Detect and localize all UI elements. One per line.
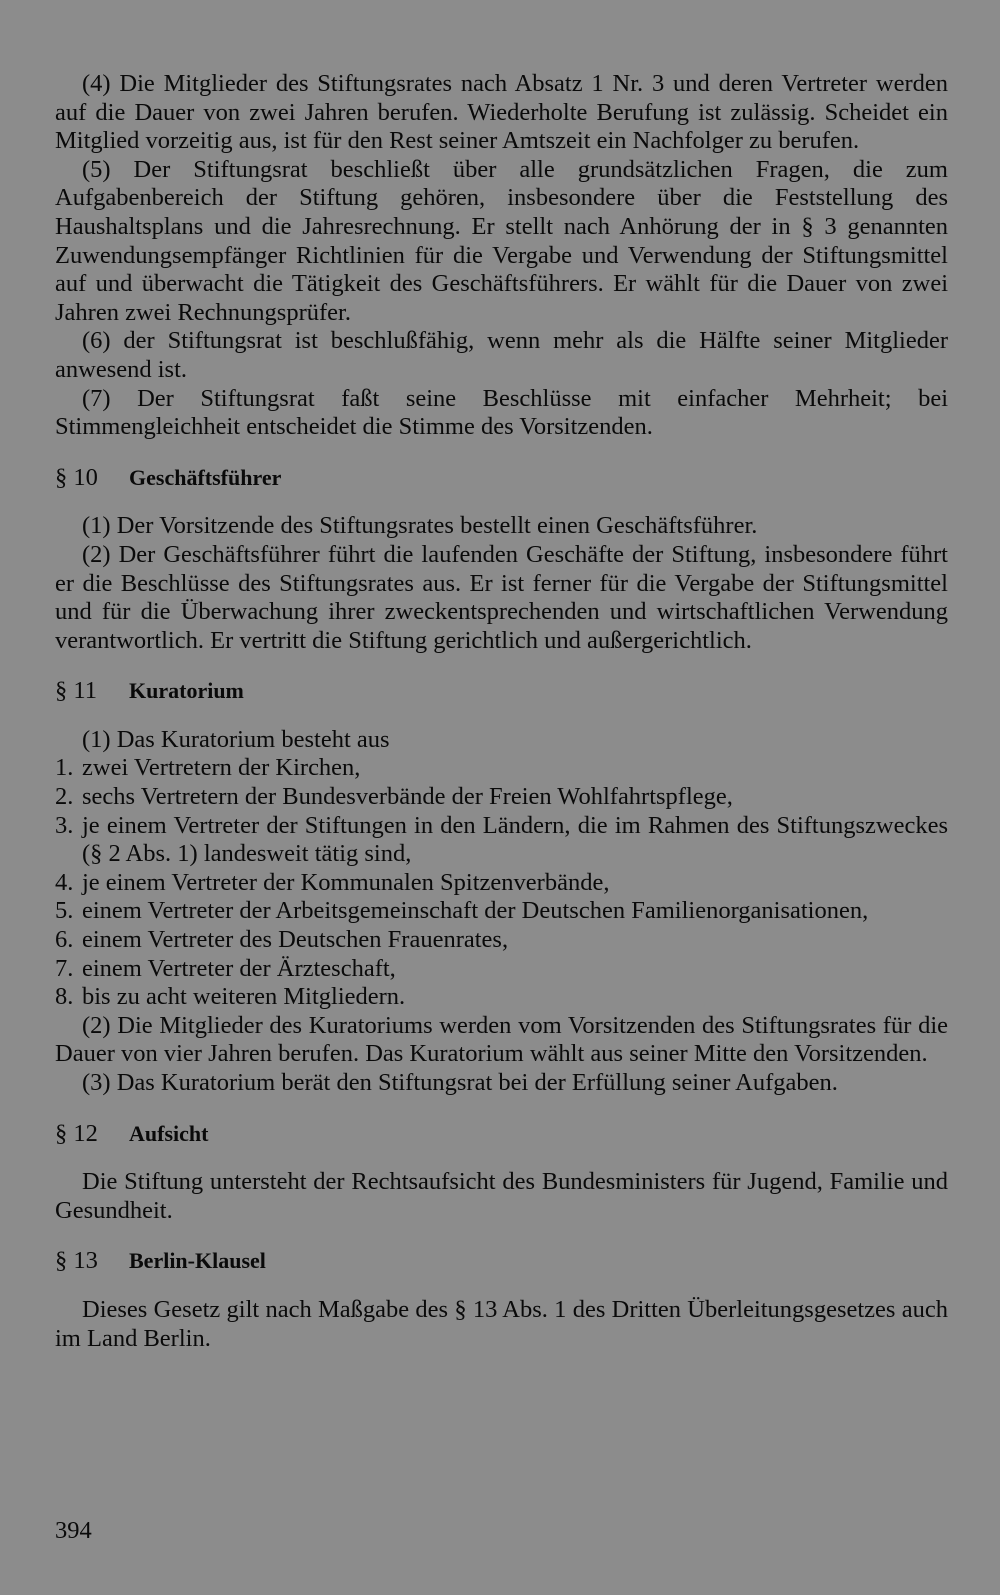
list-item-text: zwei Vertretern der Kirchen, <box>82 754 361 782</box>
section-13-title: Berlin-Klausel <box>129 1248 266 1274</box>
list-item-number: 3. <box>55 811 74 839</box>
section-11-heading <box>55 677 948 706</box>
list-item <box>55 754 948 783</box>
list-item <box>55 812 948 869</box>
paragraph-11-1: (1) Das Kuratorium besteht aus <box>82 725 390 753</box>
section-12-title: Aufsicht <box>129 1120 209 1146</box>
section-13-heading <box>55 1247 948 1276</box>
list-item-number: 7. <box>55 954 74 982</box>
list-item <box>55 926 948 955</box>
list-item-number: 5. <box>55 897 74 925</box>
list-item <box>55 897 948 926</box>
list-item-text: einem Vertreter des Deutschen Frauenrates, <box>82 926 509 954</box>
paragraph-13: Dieses Gesetz gilt nach Maßgabe des § 13 Abs. 1 des Dritten Überleitungsgesetzes auch im Land Berlin. <box>55 1295 948 1352</box>
list-item <box>55 869 948 898</box>
paragraph-9-5: (5) Der Stiftungsrat beschließt über alle grundsätzlichen Fragen, die zum Aufgabenbereich der Stiftung gehören, insbesondere über die Feststellung des Haushaltsplans und die Jahresrechnung. Er stellt nach Anhörung der in § 3 genannten Zuwendungsempfänger Richtlinien für die Vergabe und Verwendung der Stiftungsmittel auf und überwacht die Tätigkeit des Geschäftsführers. Er wählt für die Dauer von zwei Jahren zwei Rechnungsprüfer. <box>55 155 948 326</box>
list-item-number: 8. <box>55 983 74 1011</box>
section-10-number: § 10 <box>55 463 98 491</box>
section-10-title: Geschäftsführer <box>129 464 282 490</box>
paragraph-9-6: (6) der Stiftungsrat ist beschlußfähig, wenn mehr als die Hälfte seiner Mitglieder anwesend ist. <box>55 327 948 383</box>
list-item-text: bis zu acht weiteren Mitgliedern. <box>82 983 406 1011</box>
list-item-number: 6. <box>55 926 74 954</box>
list-item-text: je einem Vertreter der Kommunalen Spitzenverbände, <box>82 868 610 896</box>
paragraph-12: Die Stiftung untersteht der Rechtsaufsicht des Bundesministers für Jugend, Familie und Gesundheit. <box>55 1168 948 1224</box>
paragraph-11-2: (2) Die Mitglieder des Kuratoriums werden vom Vorsitzenden des Stiftungsrates für die Dauer von vier Jahren berufen. Das Kuratorium wählt aus seiner Mitte den Vorsitzenden. <box>55 1011 948 1068</box>
paragraph-9-7: (7) Der Stiftungsrat faßt seine Beschlüsse mit einfacher Mehrheit; bei Stimmengleichheit entscheidet die Stimme des Vorsitzenden. <box>55 384 948 441</box>
section-13-number: § 13 <box>55 1247 98 1275</box>
paragraph-10-2: (2) Der Geschäftsführer führt die laufenden Geschäfte der Stiftung, insbesondere führt er die Beschlüsse des Stiftungsrates aus. Er ist ferner für die Vergabe der Stiftungsmittel und für die Überwachung ihrer zweckentsprechenden und wirtschaftlichen Verwendung verantwortlich. Er vertritt die Stiftung gerichtlich und außergerichtlich. <box>55 540 948 654</box>
page-number: 394 <box>55 1517 92 1544</box>
list-item-number: 4. <box>55 868 74 896</box>
paragraph-10-1: (1) Der Vorsitzende des Stiftungsrates bestellt einen Geschäftsführer. <box>82 512 758 540</box>
list-item-text: einem Vertreter der Ärzteschaft, <box>82 954 396 982</box>
kuratorium-member-list <box>55 754 948 1011</box>
list-item <box>55 983 948 1012</box>
section-12-number: § 12 <box>55 1119 98 1147</box>
list-item <box>55 955 948 984</box>
page-body <box>55 70 948 1353</box>
list-item-number: 1. <box>55 754 74 782</box>
section-11-number: § 11 <box>55 677 97 705</box>
paragraph-9-4: (4) Die Mitglieder des Stiftungsrates nach Absatz 1 Nr. 3 und deren Vertreter werden auf die Dauer von zwei Jahren berufen. Wiederholte Berufung ist zulässig. Scheidet ein Mitglied vorzeitig aus, ist für den Rest seiner Amtszeit ein Nachfolger zu berufen. <box>55 70 948 155</box>
list-item-text: einem Vertreter der Arbeitsgemeinschaft der Deutschen Familienorganisationen, <box>82 897 869 925</box>
list-item-number: 2. <box>55 783 74 811</box>
list-item-text: sechs Vertretern der Bundesverbände der Freien Wohlfahrtspflege, <box>82 783 733 811</box>
section-12-heading <box>55 1120 948 1149</box>
section-11-title: Kuratorium <box>129 678 244 704</box>
section-10-heading <box>55 464 948 493</box>
paragraph-11-3: (3) Das Kuratorium berät den Stiftungsrat bei der Erfüllung seiner Aufgaben. <box>82 1069 838 1096</box>
list-item-text: je einem Vertreter der Stiftungen in den Ländern, die im Rahmen des Stiftungszweckes (§ 2 Abs. 1) landesweit tätig sind, <box>82 811 948 868</box>
list-item <box>55 783 948 812</box>
